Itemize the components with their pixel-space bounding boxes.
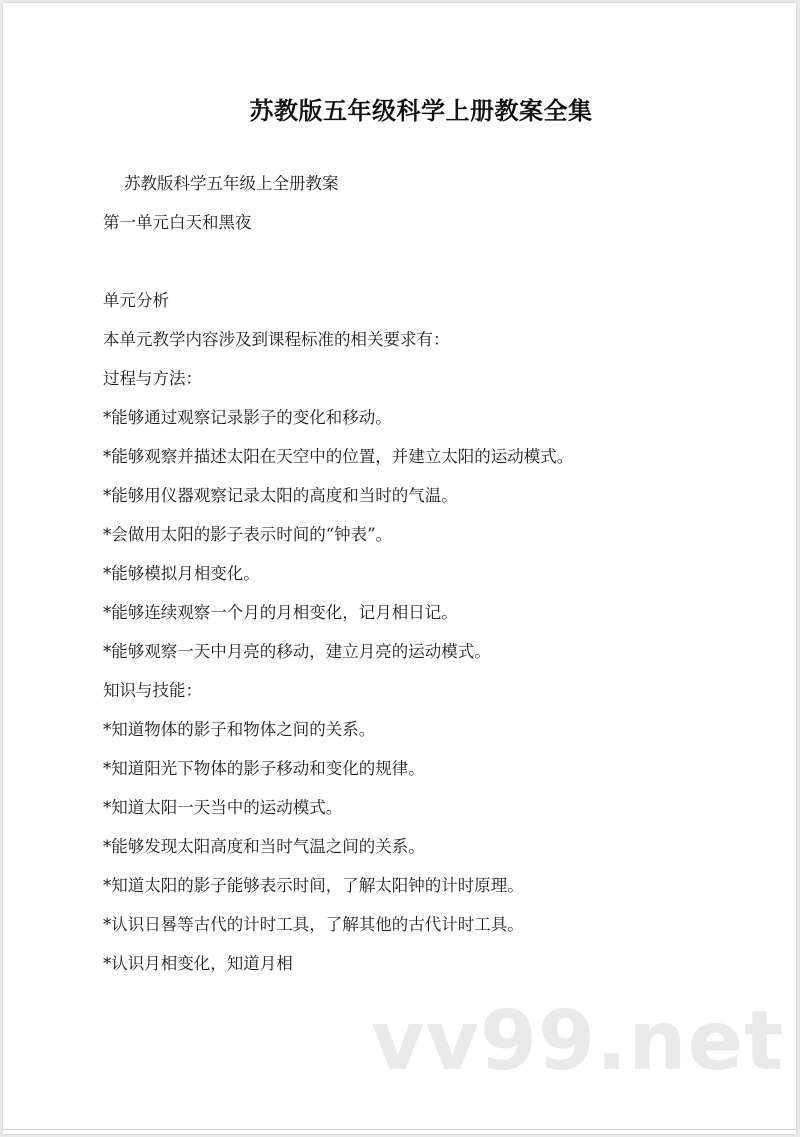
unit-heading: 第一单元白天和黑夜 (103, 213, 252, 232)
list-item: *能够观察并描述太阳在天空中的位置，并建立太阳的运动模式。 (103, 447, 574, 466)
section-heading-process-method: 过程与方法： (103, 369, 202, 388)
list-item: *认识日晷等古代的计时工具，了解其他的古代计时工具。 (103, 915, 524, 934)
list-item: *能够通过观察记录影子的变化和移动。 (103, 408, 392, 427)
list-item: *能够发现太阳高度和当时气温之间的关系。 (103, 837, 425, 856)
list-item: *知道物体的影子和物体之间的关系。 (103, 720, 376, 739)
list-item: *认识月相变化，知道月相 (103, 954, 293, 973)
list-item: *能够用仪器观察记录太阳的高度和当时的气温。 (103, 486, 458, 505)
list-item: *知道阳光下物体的影子移动和变化的规律。 (103, 759, 425, 778)
section-heading-knowledge-skills: 知识与技能： (103, 681, 202, 700)
subtitle-line: 苏教版科学五年级上全册教案 (124, 174, 339, 193)
list-item: *能够连续观察一个月的月相变化，记月相日记。 (103, 603, 458, 622)
watermark: vv99.net (371, 994, 785, 1089)
document-title: 苏教版五年级科学上册教案全集 (249, 97, 593, 125)
paragraph-line: 本单元教学内容涉及到课程标准的相关要求有： (103, 330, 450, 349)
list-item: *知道太阳的影子能够表示时间，了解太阳钟的计时原理。 (103, 876, 524, 895)
list-item: *能够观察一天中月亮的移动，建立月亮的运动模式。 (103, 642, 491, 661)
section-heading-unit-analysis: 单元分析 (103, 291, 169, 310)
list-item: *知道太阳一天当中的运动模式。 (103, 798, 343, 817)
list-item: *能够模拟月相变化。 (103, 564, 260, 583)
document-page (3, 3, 796, 1134)
page-bottom-divider (3, 1129, 796, 1130)
list-item: *会做用太阳的影子表示时间的“钟表”。 (103, 525, 393, 544)
